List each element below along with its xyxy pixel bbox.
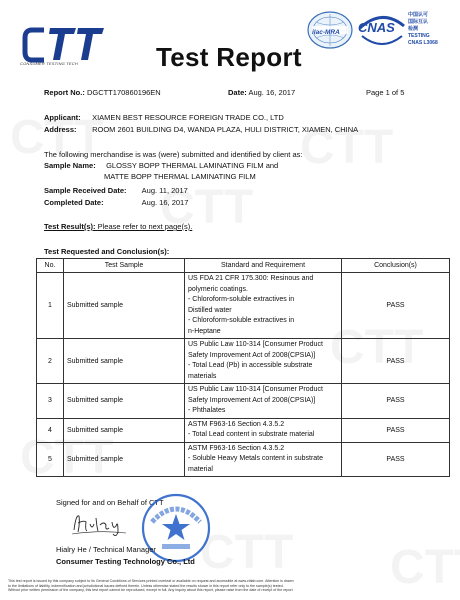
date-value: Aug. 16, 2017: [248, 88, 296, 97]
column-header: No.: [37, 259, 64, 273]
row-standard: [185, 339, 342, 384]
report-number: [44, 88, 161, 97]
cnas-line: 中国认可: [408, 12, 429, 18]
sample-name-row: [44, 161, 278, 170]
table-row: [37, 273, 450, 339]
row-conclusion: PASS: [342, 442, 450, 477]
ilac-mra-label: ilac-MRA: [312, 29, 340, 36]
standard-line: - Total Lead (Pb) in accessible substrate: [188, 362, 313, 369]
row-conclusion: PASS: [342, 339, 450, 384]
row-sample: Submitted sample: [64, 418, 185, 442]
standard-line: US Public Law 110-314 [Consumer Product: [188, 341, 323, 348]
page-number: Page 1 of 5: [366, 88, 405, 97]
completed-value: Aug. 16, 2017: [141, 198, 189, 207]
logo-tagline: CONSUMER TESTING TECH: [20, 61, 78, 66]
row-sample: Submitted sample: [64, 339, 185, 384]
standard-line: - Phthalates: [188, 407, 226, 414]
standard-line: materials: [188, 372, 217, 380]
cnas-line: 国际互认: [408, 19, 429, 25]
applicant-label: Applicant:: [44, 113, 81, 122]
standard-line: US FDA 21 CFR 175.300: Resinous and: [188, 275, 314, 282]
table-row: [37, 339, 450, 384]
table-row: [37, 384, 450, 419]
report-no-label: Report No.:: [44, 88, 85, 97]
report-date: [228, 88, 295, 97]
row-number: 1: [37, 273, 64, 339]
footer-line: Without prior written permission of the company, this test report cannot be reproduced, except in full. Any inquiry about this report, please raise from the date of receipt of the report: [8, 588, 293, 593]
completed-label: Completed Date:: [44, 198, 104, 207]
received-date-row: [44, 186, 188, 195]
standard-line: - Chloroform-soluble extractives in: [188, 296, 295, 303]
standard-line: ASTM F963-16 Section 4.3.5.2: [188, 444, 285, 452]
table-row: [37, 418, 450, 442]
completed-date-row: [44, 198, 188, 207]
row-conclusion: PASS: [342, 384, 450, 419]
footer-disclaimer: [8, 579, 454, 593]
address-value: ROOM 2601 BUILDING D4, WANDA PLAZA, HULI DISTRICT, XIAMEN, CHINA: [92, 125, 359, 134]
row-number: 3: [37, 384, 64, 419]
table-heading: Test Requested and Conclusion(s):: [44, 247, 170, 256]
column-header: Test Sample: [64, 259, 185, 273]
test-result-label: Test Result(s):: [44, 222, 96, 231]
standard-line: material: [188, 465, 213, 473]
table-header-row: [37, 259, 450, 273]
standard-line: ASTM F963-16 Section 4.3.5.2: [188, 420, 285, 428]
applicant-row: [44, 113, 284, 122]
sample-intro: The following merchandise is was (were) submitted and identified by client as:: [44, 150, 303, 159]
row-number: 2: [37, 339, 64, 384]
standard-line: - Total Lead content in substrate material: [188, 431, 315, 438]
test-result-text: Please refer to next page(s).: [97, 222, 193, 231]
address-label: Address:: [44, 125, 77, 134]
row-standard: [185, 442, 342, 477]
report-no-value: DGCTT170860196EN: [86, 88, 161, 97]
standard-line: - Soluble Heavy Metals content in substrate: [188, 455, 324, 462]
page-title: Test Report: [156, 42, 302, 72]
cnas-line: 检测: [408, 26, 419, 32]
table-row: [37, 442, 450, 477]
row-standard: [185, 384, 342, 419]
ctt-logo: [20, 22, 104, 66]
row-sample: Submitted sample: [64, 384, 185, 419]
received-label: Sample Received Date:: [44, 186, 127, 195]
row-conclusion: PASS: [342, 273, 450, 339]
row-sample: Submitted sample: [64, 442, 185, 477]
standard-line: n-Heptane: [188, 327, 221, 335]
sample-name-label: Sample Name:: [44, 161, 96, 170]
handwritten-signature: [70, 510, 130, 536]
standard-line: - Chloroform-soluble extractives in: [188, 317, 295, 324]
standard-line: Safety Improvement Act of 2008(CPSIA)]: [188, 396, 316, 404]
standard-line: Distilled water: [188, 306, 232, 314]
test-result-note: [44, 222, 192, 231]
watermark: [200, 525, 293, 580]
standard-line: US Public Law 110-314 [Consumer Product: [188, 386, 323, 393]
date-label: Date:: [228, 88, 247, 97]
column-header: Conclusion(s): [342, 259, 450, 273]
column-header: Standard and Requirement: [185, 259, 342, 273]
row-standard: [185, 418, 342, 442]
applicant-value: XIAMEN BEST RESOURCE FOREIGN TRADE CO., LTD: [92, 113, 284, 122]
signer-name: Hialry He / Technical Manager: [56, 545, 156, 554]
row-number: 4: [37, 418, 64, 442]
sample-name-value: GLOSSY BOPP THERMAL LAMINATING FILM and: [106, 161, 279, 170]
row-conclusion: PASS: [342, 418, 450, 442]
signed-line: Signed for and on Behalf of CTT: [56, 498, 164, 507]
address-row: [44, 125, 358, 134]
cnas-line: CNAS L3068: [408, 40, 438, 46]
sample-name-value-2: MATTE BOPP THERMAL LAMINATING FILM: [104, 172, 256, 181]
standard-line: Safety Improvement Act of 2008(CPSIA)]: [188, 351, 316, 359]
standard-line: polymeric coatings.: [188, 285, 248, 293]
received-value: Aug. 11, 2017: [141, 186, 188, 195]
row-sample: Submitted sample: [64, 273, 185, 339]
cnas-accreditation-text: [408, 12, 438, 47]
company-name: Consumer Testing Technology Co., Ltd: [56, 557, 195, 566]
cnas-badge-label: CNAS: [358, 20, 395, 35]
footer-line: This test report is issued by this company subject to its General Conditions of Services printed overleaf or available on request and accessible at www.cttlab.com. Attention is drawn: [8, 579, 294, 583]
footer-line: to the limitations of liability, indemnification and jurisdictional issues defined therein. Unless otherwise stated the results shown in this report refer only to the sample(s) tested.: [8, 583, 284, 588]
row-number: 5: [37, 442, 64, 477]
row-standard: [185, 273, 342, 339]
cnas-line: TESTING: [408, 33, 430, 39]
results-table: [36, 258, 450, 477]
